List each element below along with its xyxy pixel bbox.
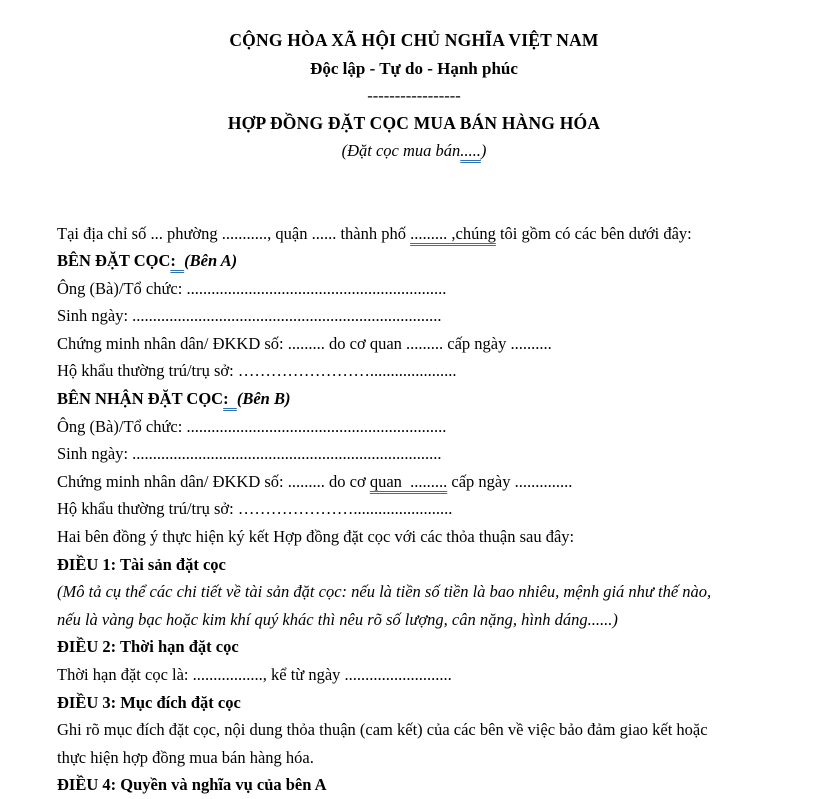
text-run: ......... ,chúng bbox=[410, 223, 496, 243]
doc-line bbox=[57, 771, 771, 799]
doc-line bbox=[57, 633, 771, 661]
doc-line bbox=[57, 385, 771, 413]
text-run: Ông (Bà)/Tổ chức: ............................................................... bbox=[57, 278, 447, 298]
doc-line bbox=[57, 578, 771, 606]
doc-line bbox=[57, 468, 771, 496]
doc-line bbox=[57, 716, 771, 744]
text-run: Ông (Bà)/Tổ chức: ............................................................... bbox=[57, 416, 447, 436]
text-run: ..... bbox=[460, 141, 481, 160]
text-run: Hai bên đồng ý thực hiện ký kết Hợp đồng đặt cọc với các thỏa thuận sau đây: bbox=[57, 527, 575, 547]
doc-line bbox=[57, 357, 771, 385]
doc-line bbox=[57, 689, 771, 717]
document-title: HỢP ĐỒNG ĐẶT CỌC MUA BÁN HÀNG HÓA bbox=[227, 112, 601, 133]
text-run: ĐIỀU 4: Quyền và nghĩa vụ của bên A bbox=[57, 775, 327, 795]
document-subtitle bbox=[57, 137, 771, 165]
text-run: Sinh ngày: ........................................................................... bbox=[57, 444, 442, 464]
text-run: Thời hạn đặt cọc là: ................., kể từ ngày .......................... bbox=[57, 665, 452, 684]
header-separator: ----------------- bbox=[367, 86, 461, 105]
document-body bbox=[57, 220, 771, 799]
text-run: BÊN ĐẶT CỌC bbox=[57, 251, 171, 271]
doc-line bbox=[57, 440, 771, 468]
doc-line bbox=[57, 220, 771, 248]
text-run: Hộ khẩu thường trú/trụ sở: …………………........................ bbox=[57, 499, 453, 519]
text-run: ) bbox=[480, 141, 487, 160]
doc-line bbox=[57, 247, 771, 275]
doc-line bbox=[57, 606, 771, 634]
national-motto: Độc lập - Tự do - Hạnh phúc bbox=[310, 58, 518, 78]
text-run: nếu là vàng bạc hoặc kim khí quý khác thì nêu rõ số lượng, cân nặng, hình dáng......) bbox=[57, 609, 618, 629]
text-run: Ghi rõ mục đích đặt cọc, nội dung thỏa thuận (cam kết) của các bên về việc bảo đảm giao kết hoặc bbox=[57, 720, 708, 740]
doc-line bbox=[57, 744, 771, 772]
doc-line bbox=[57, 302, 771, 330]
doc-line bbox=[57, 413, 771, 441]
text-run: : bbox=[223, 389, 237, 409]
text-run: cấp ngày .............. bbox=[447, 471, 573, 491]
text-run: BÊN NHẬN ĐẶT CỌC bbox=[57, 389, 224, 409]
text-run: (Mô tả cụ thể các chi tiết về tài sản đặt cọc: nếu là tiền số tiền là bao nhiêu, mệnh giá như thế nào, bbox=[57, 582, 712, 602]
text-run: quan ......... bbox=[369, 471, 448, 491]
text-run: (Đặt cọc mua bán bbox=[341, 141, 461, 160]
text-run: Tại địa chỉ số ... phường ..........., quận ...... thành phố bbox=[57, 223, 411, 243]
document-header bbox=[57, 27, 771, 165]
text-run: : bbox=[170, 251, 185, 271]
doc-line bbox=[57, 330, 771, 358]
text-run: Chứng minh nhân dân/ ĐKKD số: ......... do cơ quan ......... cấp ngày .......... bbox=[57, 333, 552, 353]
doc-line bbox=[57, 661, 771, 689]
doc-line bbox=[57, 523, 771, 551]
text-run: ĐIỀU 1: Tài sản đặt cọc bbox=[57, 554, 226, 574]
text-run: tôi gồm có các bên dưới đây: bbox=[495, 223, 692, 243]
text-run: (Bên B) bbox=[236, 389, 291, 409]
doc-line bbox=[57, 275, 771, 303]
header-body-gap bbox=[57, 165, 771, 220]
text-run: Chứng minh nhân dân/ ĐKKD số: ......... do cơ bbox=[57, 471, 370, 491]
text-run: ĐIỀU 3: Mục đích đặt cọc bbox=[57, 692, 241, 712]
doc-line bbox=[57, 551, 771, 579]
text-run: Hộ khẩu thường trú/trụ sở: ……………………..................... bbox=[57, 361, 457, 381]
text-run: ĐIỀU 2: Thời hạn đặt cọc bbox=[57, 637, 239, 657]
text-run: (Bên A) bbox=[184, 251, 238, 271]
doc-line bbox=[57, 495, 771, 523]
text-run: thực hiện hợp đồng mua bán hàng hóa. bbox=[57, 747, 314, 767]
text-run: Sinh ngày: ........................................................................... bbox=[57, 306, 442, 326]
national-title: CỘNG HÒA XÃ HỘI CHỦ NGHĨA VIỆT NAM bbox=[229, 30, 599, 50]
